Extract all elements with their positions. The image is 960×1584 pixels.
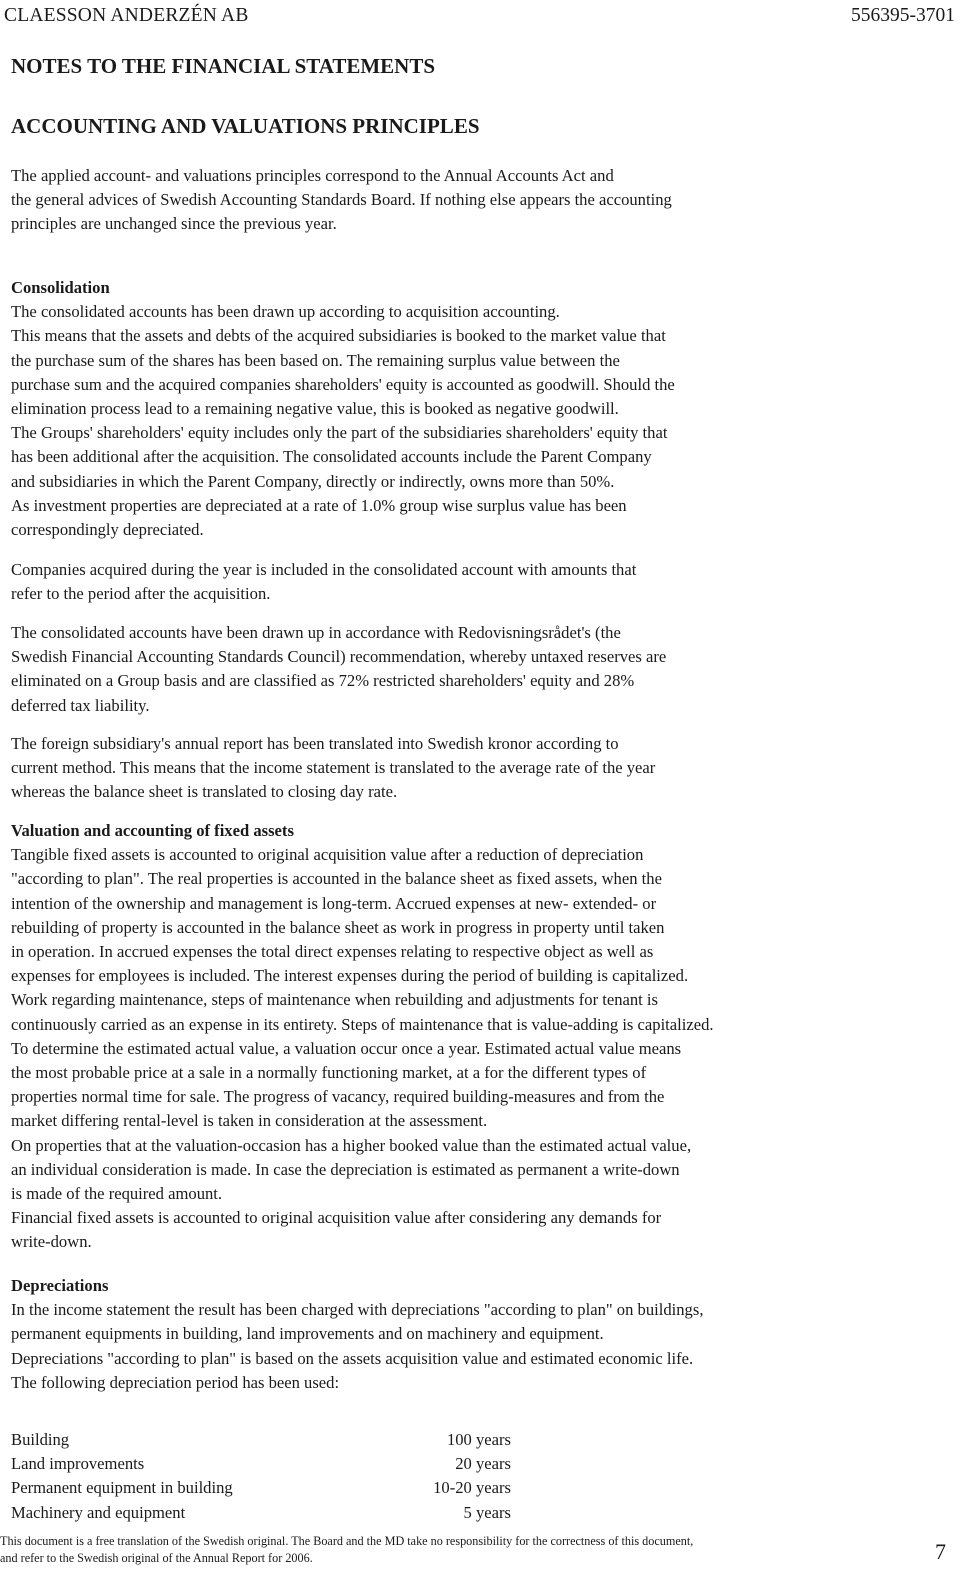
depreciation-period-table bbox=[11, 1428, 511, 1525]
text-line: intention of the ownership and management is long-term. Accrued expenses at new- extended- or bbox=[11, 893, 657, 913]
text-line: elimination process lead to a remaining negative value, this is booked as negative goodwill. bbox=[11, 399, 619, 419]
text-line: and subsidiaries in which the Parent Company, directly or indirectly, owns more than 50%. bbox=[11, 471, 615, 491]
text-line: current method. This means that the income statement is translated to the average rate of the year bbox=[11, 758, 656, 778]
text-line: in operation. In accrued expenses the total direct expenses relating to respective object as well as bbox=[11, 942, 654, 962]
text-line: the most probable price at a sale in a normally functioning market, at a for the different types of bbox=[11, 1063, 647, 1083]
depreciations-section bbox=[11, 1274, 911, 1395]
text-line: The foreign subsidiary's annual report has been translated into Swedish kronor according to bbox=[11, 734, 619, 753]
text-line: Swedish Financial Accounting Standards Council) recommendation, whereby untaxed reserves are bbox=[11, 647, 667, 667]
translation-disclaimer bbox=[0, 1533, 900, 1566]
text-line: The consolidated accounts has been drawn up according to acquisition accounting. bbox=[11, 302, 560, 322]
text-line: an individual consideration is made. In case the depreciation is estimated as permanent a write-down bbox=[11, 1159, 680, 1179]
text-line: On properties that at the valuation-occasion has a higher booked value than the estimated actual value, bbox=[11, 1135, 692, 1155]
text-line: properties normal time for sale. The progress of vacancy, required building-measures and from the bbox=[11, 1087, 665, 1107]
text-line: Tangible fixed assets is accounted to original acquisition value after a reduction of depreciation bbox=[11, 845, 644, 865]
consolidation-heading: Consolidation bbox=[11, 278, 110, 297]
text-line: In the income statement the result has been charged with depreciations "according to plan" on buildings, bbox=[11, 1300, 704, 1320]
text-line: correspondingly depreciated. bbox=[11, 520, 204, 540]
text-line: eliminated on a Group basis and are classified as 72% restricted shareholders' equity and 28% bbox=[11, 671, 635, 691]
text-line: expenses for employees is included. The interest expenses during the period of building is capitalized. bbox=[11, 966, 689, 986]
text-line: Financial fixed assets is accounted to original acquisition value after considering any demands for bbox=[11, 1208, 662, 1228]
text-line: "according to plan". The real properties is accounted in the balance sheet as fixed assets, when the bbox=[11, 869, 662, 889]
depreciations-heading: Depreciations bbox=[11, 1276, 109, 1295]
text-line: has been additional after the acquisition. The consolidated accounts include the Parent Company bbox=[11, 447, 652, 467]
untaxed-reserves-paragraph bbox=[11, 621, 911, 718]
text-line: permanent equipments in building, land improvements and on machinery and equipment. bbox=[11, 1324, 604, 1344]
consolidation-section bbox=[11, 276, 911, 542]
text-line: market differing rental-level is taken in consideration at the assessment. bbox=[11, 1111, 488, 1131]
text-line: the general advices of Swedish Accounting Standards Board. If nothing else appears the accounting bbox=[11, 190, 672, 210]
org-number: 556395-3701 bbox=[851, 5, 955, 26]
depreciation-period: 5 years bbox=[463, 1502, 511, 1522]
acquired-paragraph bbox=[11, 558, 911, 606]
page-header bbox=[0, 2, 960, 30]
depreciation-period: 100 years bbox=[446, 1430, 511, 1449]
principles-title: ACCOUNTING AND VALUATIONS PRINCIPLES bbox=[11, 114, 480, 138]
footer-line: This document is a free translation of the Swedish original. The Board and the MD take no responsibility for the correctness of this document, bbox=[0, 1534, 694, 1548]
text-line: The applied account- and valuations principles correspond to the Annual Accounts Act and bbox=[11, 166, 614, 185]
text-line: purchase sum and the acquired companies shareholders' equity is accounted as goodwill. Should the bbox=[11, 374, 675, 394]
fixed-assets-heading: Valuation and accounting of fixed assets bbox=[11, 821, 294, 840]
text-line: Depreciations "according to plan" is based on the assets acquisition value and estimated economic life. bbox=[11, 1348, 694, 1368]
depreciation-period: 10-20 years bbox=[433, 1478, 511, 1498]
asset-type: Land improvements bbox=[11, 1454, 145, 1474]
text-line: the purchase sum of the shares has been based on. The remaining surplus value between the bbox=[11, 350, 620, 370]
notes-title: NOTES TO THE FINANCIAL STATEMENTS bbox=[11, 54, 436, 78]
text-line: The consolidated accounts have been drawn up in accordance with Redovisningsrådet's (the bbox=[11, 623, 621, 642]
text-line: is made of the required amount. bbox=[11, 1184, 223, 1204]
text-line: deferred tax liability. bbox=[11, 695, 150, 715]
asset-type: Machinery and equipment bbox=[11, 1502, 186, 1522]
text-line: whereas the balance sheet is translated to closing day rate. bbox=[11, 782, 398, 802]
asset-type: Permanent equipment in building bbox=[11, 1478, 233, 1498]
page-number: 7 bbox=[935, 1539, 946, 1564]
text-line: As investment properties are depreciated at a rate of 1.0% group wise surplus value has been bbox=[11, 495, 627, 515]
fixed-assets-section bbox=[11, 819, 911, 1255]
text-line: continuously carried as an expense in its entirety. Steps of maintenance that is value-adding is capitalized. bbox=[11, 1014, 714, 1034]
text-line: write-down. bbox=[11, 1232, 92, 1252]
table-row bbox=[11, 1452, 511, 1476]
asset-type: Building bbox=[11, 1430, 70, 1449]
footer-line: and refer to the Swedish original of the Annual Report for 2006. bbox=[0, 1550, 313, 1565]
text-line: Work regarding maintenance, steps of maintenance when rebuilding and adjustments for tenant is bbox=[11, 990, 659, 1010]
text-line: The following depreciation period has been used: bbox=[11, 1372, 340, 1392]
text-line: principles are unchanged since the previous year. bbox=[11, 214, 337, 234]
table-row bbox=[11, 1428, 511, 1452]
text-line: refer to the period after the acquisition. bbox=[11, 584, 271, 604]
foreign-subsidiary-paragraph bbox=[11, 732, 911, 805]
depreciation-period: 20 years bbox=[455, 1454, 511, 1474]
text-line: The Groups' shareholders' equity includes only the part of the subsidiaries shareholders' equity that bbox=[11, 423, 668, 443]
text-line: rebuilding of property is accounted in the balance sheet as work in progress in property until taken bbox=[11, 917, 665, 937]
text-line: This means that the assets and debts of the acquired subsidiaries is booked to the market value that bbox=[11, 326, 666, 346]
text-line: Companies acquired during the year is included in the consolidated account with amounts that bbox=[11, 560, 637, 579]
company-name: CLAESSON ANDERZÉN AB bbox=[4, 5, 249, 26]
text-line: To determine the estimated actual value, a valuation occur once a year. Estimated actual value means bbox=[11, 1038, 682, 1058]
table-row bbox=[11, 1501, 511, 1525]
intro-paragraph bbox=[11, 164, 911, 237]
table-row bbox=[11, 1476, 511, 1500]
